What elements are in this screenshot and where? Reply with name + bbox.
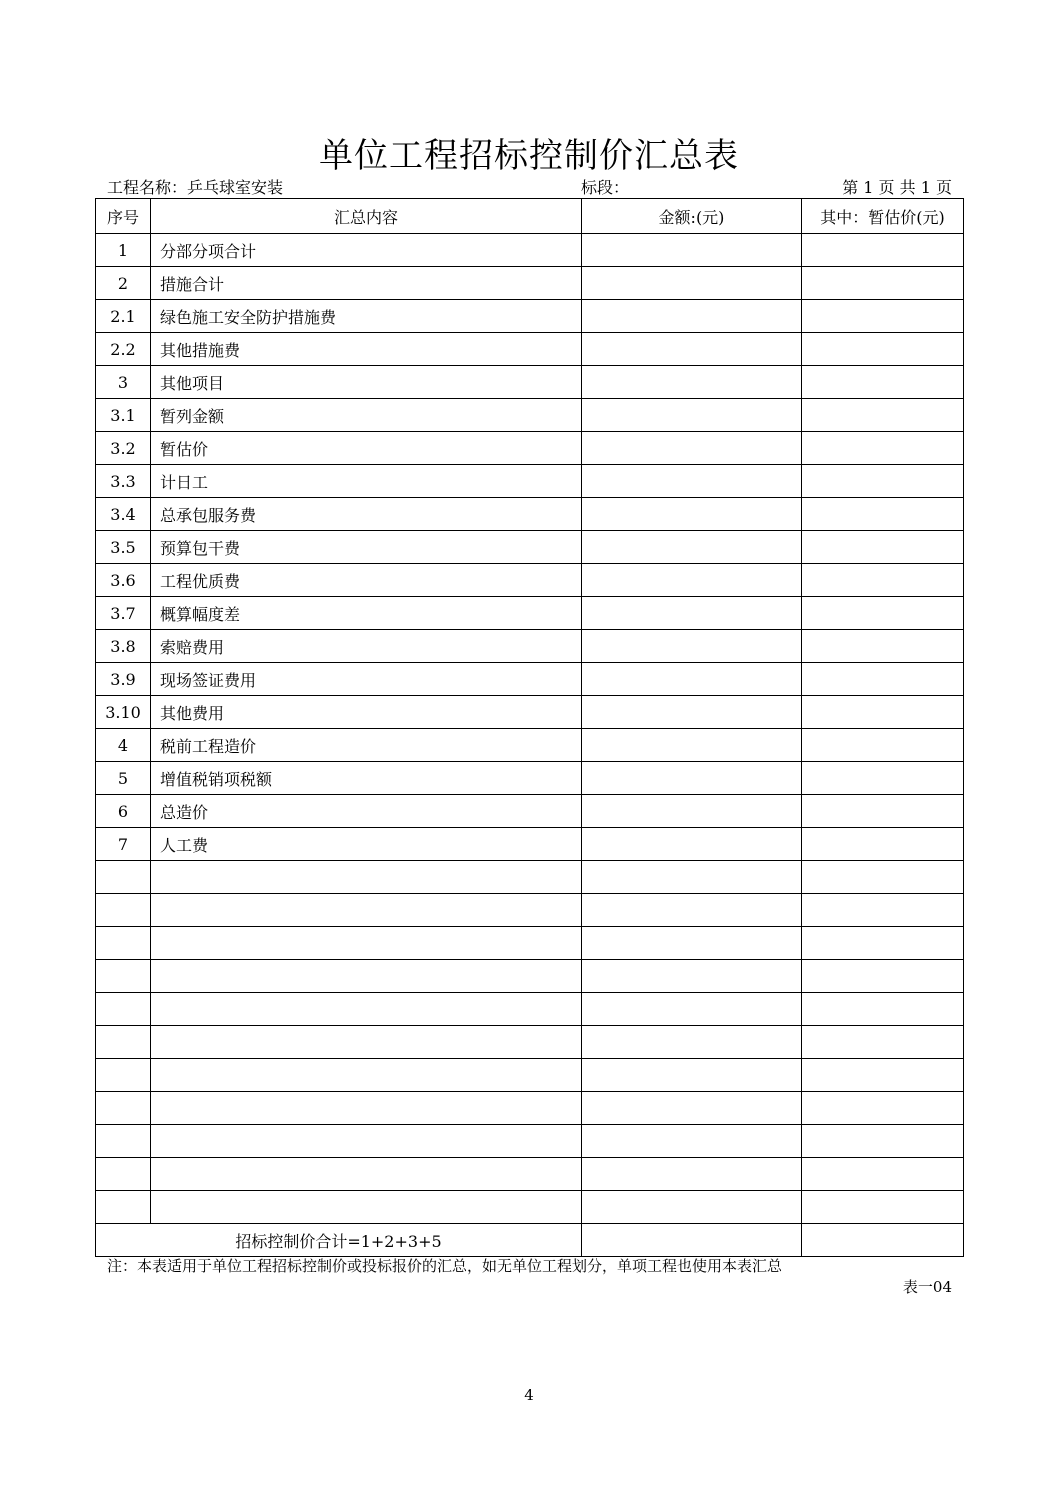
row-provisional [802, 234, 964, 267]
table-row [96, 300, 964, 333]
row-content [151, 1026, 582, 1059]
row-amount [582, 333, 802, 366]
row-number [96, 1191, 151, 1224]
row-number: 3.9 [96, 663, 151, 696]
row-provisional [802, 432, 964, 465]
summary-table-body [96, 199, 964, 1257]
footnote: 注：本表适用于单位工程招标控制价或投标报价的汇总，如无单位工程划分，单项工程也使用本表汇总 [107, 1257, 783, 1275]
row-provisional [802, 366, 964, 399]
table-row [96, 234, 964, 267]
table-row [96, 1026, 964, 1059]
row-amount [582, 927, 802, 960]
row-content: 税前工程造价 [151, 729, 582, 762]
row-content: 索赔费用 [151, 630, 582, 663]
row-amount [582, 1158, 802, 1191]
row-amount [582, 960, 802, 993]
row-number: 2.1 [96, 300, 151, 333]
table-row [96, 630, 964, 663]
row-amount [582, 795, 802, 828]
row-number [96, 993, 151, 1026]
row-provisional [802, 663, 964, 696]
row-provisional [802, 1191, 964, 1224]
table-row [96, 498, 964, 531]
row-content: 预算包干费 [151, 531, 582, 564]
row-provisional [802, 564, 964, 597]
row-provisional [802, 1125, 964, 1158]
row-content: 概算幅度差 [151, 597, 582, 630]
row-content [151, 861, 582, 894]
table-row [96, 828, 964, 861]
row-amount [582, 498, 802, 531]
row-provisional [802, 531, 964, 564]
table-row [96, 927, 964, 960]
row-number: 3.7 [96, 597, 151, 630]
row-provisional [802, 729, 964, 762]
table-row [96, 894, 964, 927]
table-row [96, 1125, 964, 1158]
row-provisional [802, 861, 964, 894]
row-amount [582, 300, 802, 333]
row-content [151, 1191, 582, 1224]
table-row [96, 795, 964, 828]
table-row [96, 696, 964, 729]
row-amount [582, 597, 802, 630]
row-content: 计日工 [151, 465, 582, 498]
row-provisional [802, 1158, 964, 1191]
row-provisional [802, 1059, 964, 1092]
row-content [151, 960, 582, 993]
row-number [96, 960, 151, 993]
row-provisional [802, 630, 964, 663]
row-amount [582, 531, 802, 564]
row-provisional [802, 960, 964, 993]
table-row [96, 960, 964, 993]
row-content: 其他项目 [151, 366, 582, 399]
header-no: 序号 [96, 199, 151, 234]
row-number: 1 [96, 234, 151, 267]
row-amount [582, 1059, 802, 1092]
row-provisional [802, 1092, 964, 1125]
table-row [96, 465, 964, 498]
row-content: 总造价 [151, 795, 582, 828]
row-number: 7 [96, 828, 151, 861]
row-amount [582, 729, 802, 762]
row-number: 6 [96, 795, 151, 828]
row-number: 3.3 [96, 465, 151, 498]
row-provisional [802, 300, 964, 333]
row-content: 其他措施费 [151, 333, 582, 366]
row-amount [582, 861, 802, 894]
row-amount [582, 762, 802, 795]
table-row [96, 531, 964, 564]
page-title: 单位工程招标控制价汇总表 [319, 136, 739, 176]
row-content [151, 1059, 582, 1092]
table-row [96, 663, 964, 696]
table-row [96, 432, 964, 465]
table-row [96, 729, 964, 762]
row-amount [582, 663, 802, 696]
table-row [96, 1059, 964, 1092]
row-provisional [802, 1026, 964, 1059]
table-row [96, 993, 964, 1026]
row-number: 3.4 [96, 498, 151, 531]
row-content: 工程优质费 [151, 564, 582, 597]
row-provisional [802, 696, 964, 729]
row-number: 3 [96, 366, 151, 399]
row-amount [582, 1125, 802, 1158]
row-provisional [802, 894, 964, 927]
row-amount [582, 366, 802, 399]
row-content [151, 894, 582, 927]
row-number [96, 894, 151, 927]
row-number [96, 927, 151, 960]
row-number [96, 1125, 151, 1158]
row-number [96, 1092, 151, 1125]
table-row [96, 267, 964, 300]
row-content: 暂估价 [151, 432, 582, 465]
row-content: 绿色施工安全防护措施费 [151, 300, 582, 333]
row-content [151, 1158, 582, 1191]
table-row [96, 366, 964, 399]
row-provisional [802, 828, 964, 861]
summary-table [95, 198, 964, 1257]
segment-label: 标段： [581, 178, 630, 197]
row-content: 分部分项合计 [151, 234, 582, 267]
row-number [96, 1026, 151, 1059]
row-provisional [802, 498, 964, 531]
table-row [96, 1191, 964, 1224]
header-content: 汇总内容 [151, 199, 582, 234]
row-provisional [802, 465, 964, 498]
table-row [96, 1158, 964, 1191]
row-amount [582, 630, 802, 663]
row-content [151, 1125, 582, 1158]
row-number: 3.6 [96, 564, 151, 597]
row-content: 措施合计 [151, 267, 582, 300]
row-amount [582, 234, 802, 267]
row-number: 3.5 [96, 531, 151, 564]
total-amount [582, 1224, 802, 1257]
row-provisional [802, 795, 964, 828]
row-provisional [802, 927, 964, 960]
row-amount [582, 1191, 802, 1224]
table-row [96, 1092, 964, 1125]
total-label: 招标控制价合计=1+2+3+5 [96, 1224, 582, 1257]
table-row [96, 861, 964, 894]
row-provisional [802, 267, 964, 300]
row-number: 3.8 [96, 630, 151, 663]
row-number: 2.2 [96, 333, 151, 366]
row-provisional [802, 597, 964, 630]
row-provisional [802, 762, 964, 795]
row-number: 3.10 [96, 696, 151, 729]
row-number: 5 [96, 762, 151, 795]
table-row [96, 762, 964, 795]
row-amount [582, 465, 802, 498]
row-amount [582, 564, 802, 597]
row-content: 增值税销项税额 [151, 762, 582, 795]
row-amount [582, 432, 802, 465]
row-content: 总承包服务费 [151, 498, 582, 531]
row-amount [582, 1026, 802, 1059]
row-content: 暂列金额 [151, 399, 582, 432]
row-number [96, 861, 151, 894]
total-row [96, 1224, 964, 1257]
row-number: 3.2 [96, 432, 151, 465]
header-provisional: 其中：暂估价(元) [802, 199, 964, 234]
table-row [96, 564, 964, 597]
row-amount [582, 894, 802, 927]
row-provisional [802, 399, 964, 432]
row-provisional [802, 333, 964, 366]
page-number: 4 [524, 1386, 534, 1404]
row-content [151, 927, 582, 960]
row-amount [582, 267, 802, 300]
row-amount [582, 993, 802, 1026]
row-amount [582, 696, 802, 729]
table-row [96, 399, 964, 432]
row-provisional [802, 993, 964, 1026]
row-number: 4 [96, 729, 151, 762]
header-amount: 金额:(元) [582, 199, 802, 234]
row-amount [582, 828, 802, 861]
page-indicator: 第 1 页 共 1 页 [842, 178, 952, 197]
row-content: 人工费 [151, 828, 582, 861]
project-name-label: 工程名称：乒乓球室安装 [107, 178, 284, 197]
row-amount [582, 1092, 802, 1125]
row-number: 2 [96, 267, 151, 300]
total-provisional [802, 1224, 964, 1257]
table-row [96, 333, 964, 366]
table-row [96, 597, 964, 630]
row-amount [582, 399, 802, 432]
row-content [151, 1092, 582, 1125]
form-code: 表一04 [902, 1278, 952, 1296]
row-content [151, 993, 582, 1026]
row-number: 3.1 [96, 399, 151, 432]
row-number [96, 1158, 151, 1191]
table-header-row [96, 199, 964, 234]
row-content: 现场签证费用 [151, 663, 582, 696]
row-number [96, 1059, 151, 1092]
row-content: 其他费用 [151, 696, 582, 729]
